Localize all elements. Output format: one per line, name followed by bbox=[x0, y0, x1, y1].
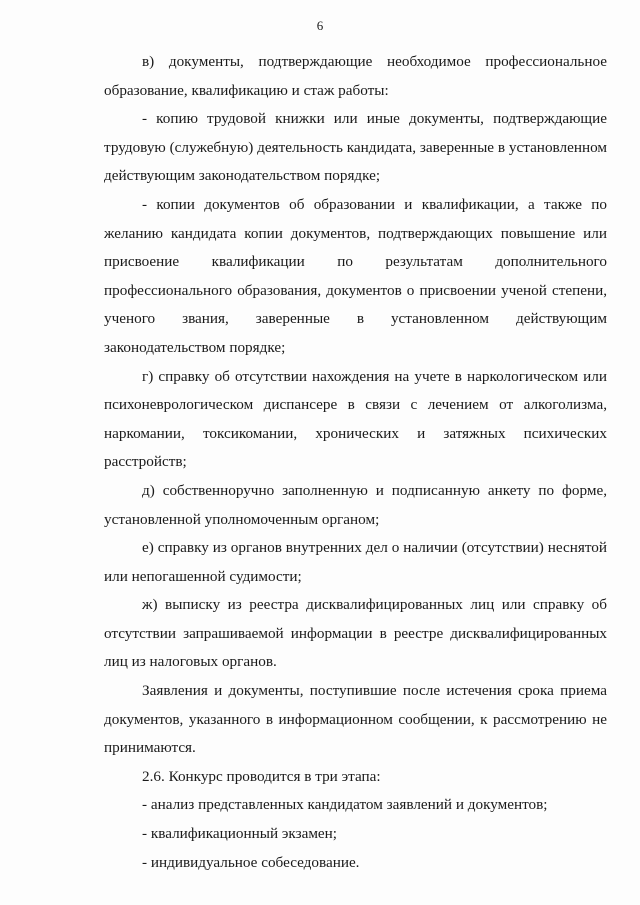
text-line: г) справку об отсутствии нахождения на учете в наркологическом или bbox=[142, 367, 607, 385]
text-line: - копию трудовой книжки или иные документы, подтверждающие bbox=[142, 110, 607, 128]
text-line: трудовую (служебную) деятельность кандидата, заверенные в установленном bbox=[104, 138, 607, 156]
list-item: - анализ представленных кандидатом заявлений и документов; bbox=[142, 796, 548, 814]
text-line: Заявления и документы, поступившие после истечения срока приема bbox=[142, 682, 607, 700]
list-item: - индивидуальное собеседование. bbox=[142, 853, 360, 871]
paragraph-zh bbox=[104, 591, 607, 677]
paragraph-v bbox=[104, 48, 607, 105]
text-line: желанию кандидата копии документов, подтверждающих повышение или bbox=[104, 224, 607, 242]
paragraph-late-documents bbox=[104, 677, 607, 763]
text-line: образование, квалификацию и стаж работы: bbox=[104, 81, 389, 99]
paragraph-work-record bbox=[104, 105, 607, 191]
text-line: в) документы, подтверждающие необходимое профессиональное bbox=[142, 53, 607, 70]
text-line: или непогашенной судимости; bbox=[104, 567, 302, 585]
paragraph-d bbox=[104, 477, 607, 534]
text-line: профессионального образования, документов о присвоении ученой степени, bbox=[104, 281, 607, 299]
text-line: действующим законодательством порядке; bbox=[104, 167, 381, 185]
text-line: психоневрологическом диспансере в связи с лечением от алкоголизма, bbox=[104, 396, 607, 414]
text-line: д) собственноручно заполненную и подписанную анкету по форме, bbox=[142, 481, 607, 499]
text-line: - копии документов об образовании и квалификации, а также по bbox=[142, 195, 607, 213]
text-line: присвоение квалификации по результатам дополнительного bbox=[104, 253, 607, 271]
page-number: 6 bbox=[316, 18, 324, 33]
paragraph-e bbox=[104, 534, 607, 591]
section-heading: 2.6. Конкурс проводится в три этапа: bbox=[142, 767, 381, 785]
text-line: установленной уполномоченным органом; bbox=[104, 510, 380, 528]
paragraph-g bbox=[104, 363, 607, 477]
text-line: документов, указанного в информационном сообщении, к рассмотрению не bbox=[104, 710, 607, 728]
text-line: законодательством порядке; bbox=[104, 338, 286, 356]
document-body bbox=[104, 48, 607, 877]
paragraph-education-docs bbox=[104, 191, 607, 363]
text-line: е) справку из органов внутренних дел о наличии (отсутствии) неснятой bbox=[142, 539, 607, 557]
text-line: расстройств; bbox=[104, 453, 187, 471]
text-line: ж) выписку из реестра дисквалифицированных лиц или справку об bbox=[142, 596, 607, 614]
text-line: лиц из налоговых органов. bbox=[104, 653, 277, 671]
text-line: наркомании, токсикомании, хронических и затяжных психических bbox=[104, 424, 607, 442]
list-item: - квалификационный экзамен; bbox=[142, 825, 338, 843]
text-line: ученого звания, заверенные в установленном действующим bbox=[104, 310, 607, 328]
section-2-6 bbox=[104, 763, 607, 877]
text-line: принимаются. bbox=[104, 739, 196, 757]
text-line: отсутствии запрашиваемой информации в реестре дисквалифицированных bbox=[104, 624, 607, 642]
